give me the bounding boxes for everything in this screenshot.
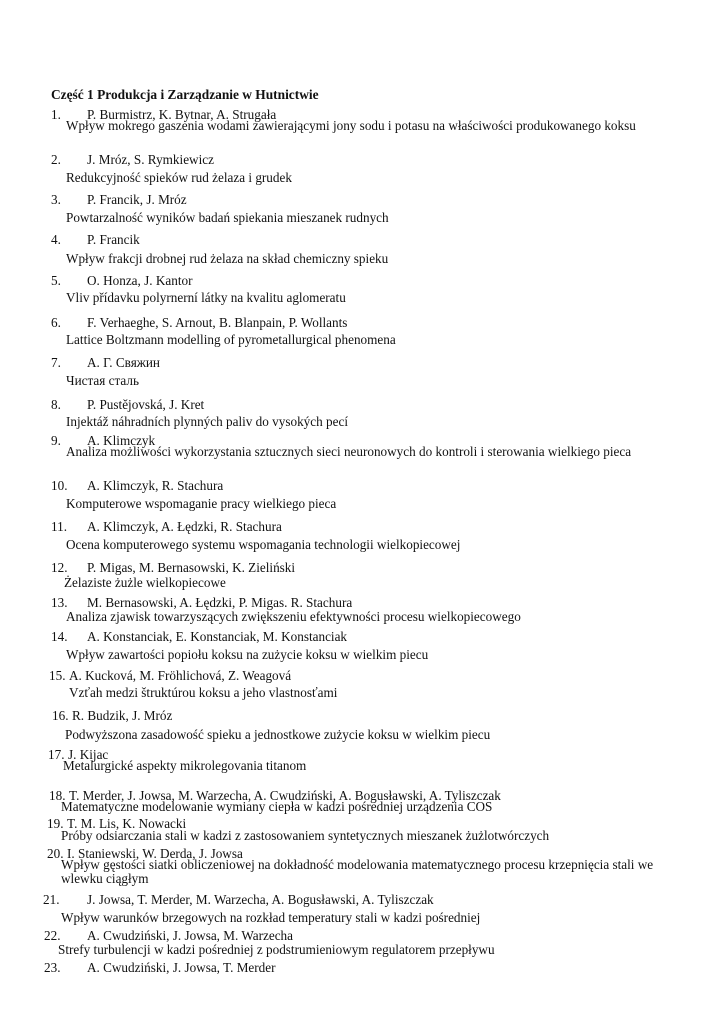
entry-title: Komputerowe wspomaganie pracy wielkiego pieca: [66, 496, 337, 511]
entry-number: 23.: [44, 960, 61, 975]
entry-authors: P. Migas, M. Bernasowski, K. Zieliński: [87, 560, 296, 575]
entry-authors: A. Klimczyk, A. Łędzki, R. Stachura: [87, 519, 282, 534]
entry-authors: F. Verhaeghe, S. Arnout, B. Blanpain, P. Wollants: [87, 315, 348, 330]
entry-authors: A. Klimczyk, R. Stachura: [87, 478, 224, 493]
entry-title: Lattice Boltzmann modelling of pyrometallurgical phenomena: [66, 332, 396, 347]
entry-number: 16.: [52, 708, 69, 723]
entry-title: Vzťah medzi štruktúrou koksu a jeho vlastnosťami: [69, 685, 338, 700]
entry-title: Чистая сталь: [66, 373, 139, 388]
entry-number: 17.: [48, 747, 65, 762]
entry-authors: A. Kucková, M. Fröhlichová, Z. Weagová: [69, 668, 292, 683]
entry-authors: O. Honza, J. Kantor: [87, 273, 193, 288]
entry-number: 14.: [51, 629, 68, 644]
entry-title: Wpływ frakcji drobnej rud żelaza na skład chemiczny spieku: [66, 251, 389, 266]
entry-title: Ocena komputerowego systemu wspomagania technologii wielkopiecowej: [66, 537, 461, 552]
entry-number: 12.: [51, 560, 68, 575]
entry-title: Strefy turbulencji w kadzi pośredniej z podstrumieniowym regulatorem przepływu: [58, 942, 495, 957]
entry-authors: J. Jowsa, T. Merder, M. Warzecha, A. Bogusławski, A. Tyliszczak: [87, 892, 434, 907]
entry-number: 19.: [47, 816, 64, 831]
entry-number: 9.: [51, 433, 61, 448]
entry-authors: A. Konstanciak, E. Konstanciak, M. Konstanciak: [87, 629, 348, 644]
entry-number: 13.: [51, 595, 68, 610]
entry-number: 22.: [44, 928, 61, 943]
entry-title: Powtarzalność wyników badań spiekania mieszanek rudnych: [66, 210, 389, 225]
entry-number: 2.: [51, 152, 61, 167]
entry-number: 6.: [51, 315, 61, 330]
entry-authors: P. Pustějovská, J. Kret: [87, 397, 205, 412]
entry-authors: J. Mróz, S. Rymkiewicz: [87, 152, 214, 167]
entry-number: 4.: [51, 232, 61, 247]
entry-authors: T. Merder, J. Jowsa, M. Warzecha, A. Cwudziński, A. Bogusławski, A. Tyliszczak: [69, 788, 501, 803]
entry-authors: J. Kijac: [68, 747, 109, 762]
entry-title: Metalurgické aspekty mikrolegovania titanom: [63, 758, 307, 773]
entry-authors: A. Г. Свяжин: [87, 355, 160, 370]
section-heading: Część 1 Produkcja i Zarządzanie w Hutnictwie: [51, 87, 319, 102]
entry-title: Wpływ gęstości siatki obliczeniowej na dokładność modelowania matematycznego procesu krzepnięcia stali we wlewku ciągłym: [61, 857, 654, 886]
entry-title: Wpływ mokrego gaszenia wodami zawierającymi jony sodu i potasu na właściwości produkowanego koksu: [66, 118, 636, 133]
entry-title: Vliv přídavku polyrnerní látky na kvalitu aglomeratu: [66, 290, 346, 305]
entry-authors: R. Budzik, J. Mróz: [72, 708, 173, 723]
entry-number: 3.: [51, 192, 61, 207]
entry-authors: A. Cwudziński, J. Jowsa, T. Merder: [87, 960, 276, 975]
entry-number: 20.: [47, 846, 64, 861]
entry-authors: P. Burmistrz, K. Bytnar, A. Strugała: [87, 107, 277, 122]
entry-title: Próby odsiarczania stali w kadzi z zastosowaniem syntetycznych mieszanek żużlotwórczych: [61, 828, 550, 843]
entry-authors: A. Cwudziński, J. Jowsa, M. Warzecha: [87, 928, 293, 943]
entry-authors: P. Francik, J. Mróz: [87, 192, 187, 207]
entry-title: Injektáž náhradních plynných paliv do vysokých pecí: [66, 414, 348, 429]
entry-number: 8.: [51, 397, 61, 412]
entry-title: Redukcyjność spieków rud żelaza i grudek: [66, 170, 292, 185]
entry-authors: A. Klimczyk: [87, 433, 156, 448]
entry-title: Analiza możliwości wykorzystania sztucznych sieci neuronowych do kontroli i sterowania wielkiego pieca: [66, 444, 632, 459]
entry-title: Podwyższona zasadowość spieku a jednostkowe zużycie koksu w wielkim piecu: [65, 727, 491, 742]
entry-title: Żelaziste żużle wielkopiecowe: [64, 575, 226, 590]
entry-authors: M. Bernasowski, A. Łędzki, P. Migas. R. Stachura: [87, 595, 353, 610]
entry-authors: P. Francik: [87, 232, 140, 247]
entry-title: Matematyczne modelowanie wymiany ciepła w kadzi pośredniej urządzenia COS: [61, 799, 493, 814]
entry-title: Wpływ warunków brzegowych na rozkład temperatury stali w kadzi pośredniej: [61, 910, 481, 925]
entry-number: 15.: [49, 668, 66, 683]
entry-title: Wpływ zawartości popiołu koksu na zużycie koksu w wielkim piecu: [66, 647, 429, 662]
entry-number: 7.: [51, 355, 61, 370]
entry-number: 18.: [49, 788, 66, 803]
entry-number: 10.: [51, 478, 68, 493]
entry-number: 1.: [51, 107, 61, 122]
entry-title: Analiza zjawisk towarzyszących zwiększeniu efektywności procesu wielkopiecowego: [66, 609, 521, 624]
entry-authors: T. M. Lis, K. Nowacki: [67, 816, 187, 831]
entry-number: 5.: [51, 273, 61, 288]
entry-authors: I. Staniewski, W. Derda, J. Jowsa: [67, 846, 243, 861]
entry-number: 11.: [51, 519, 67, 534]
entry-number: 21.: [43, 892, 60, 907]
